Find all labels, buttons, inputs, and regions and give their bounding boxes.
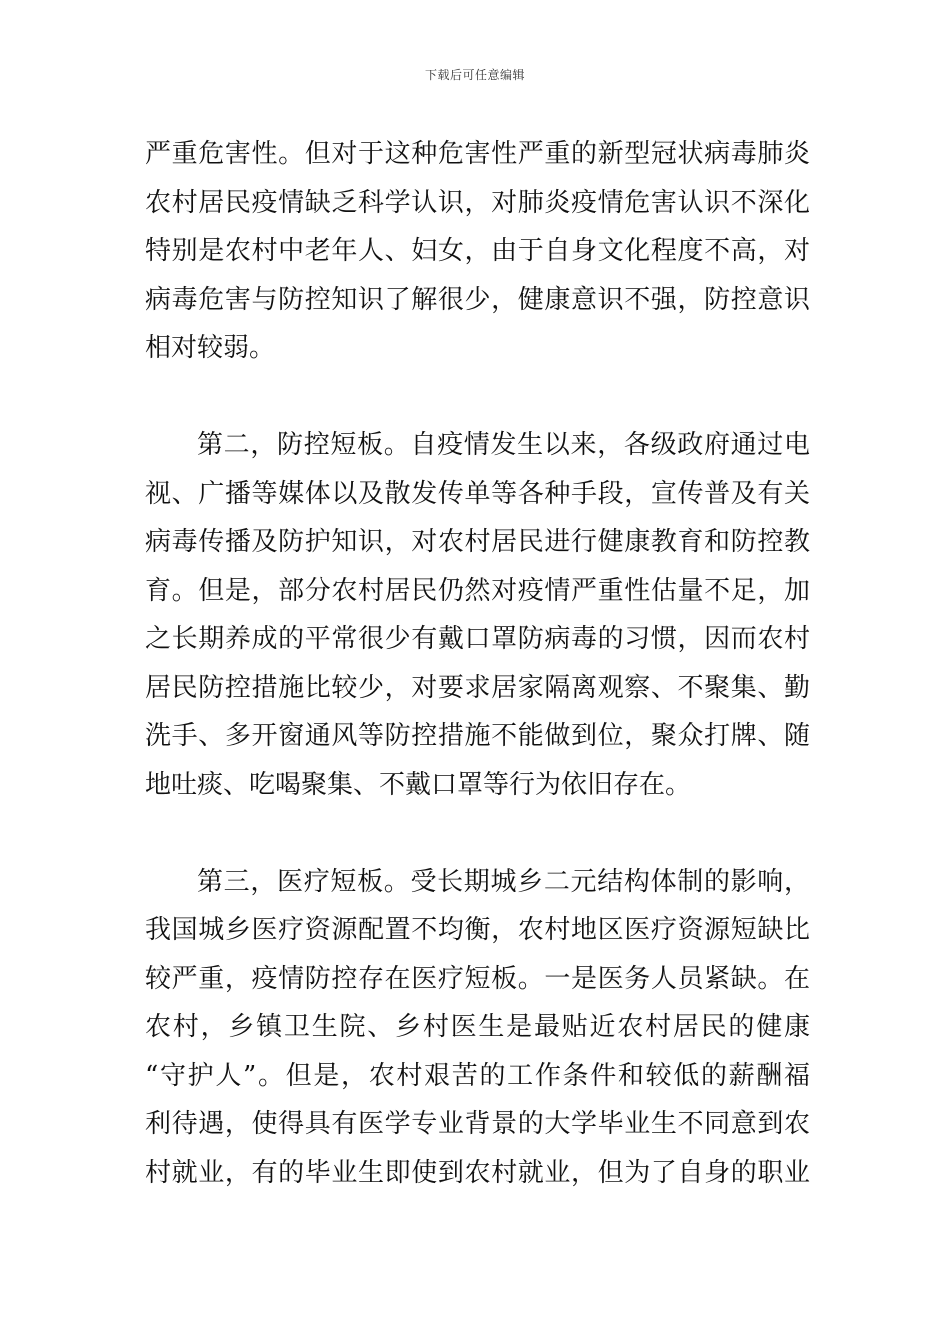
text-line: 村就业，有的毕业生即使到农村就业，但为了自身的职业	[145, 1157, 810, 1188]
paragraph	[145, 421, 810, 809]
text-line: 第二，防控短板。自疫情发生以来，各级政府通过电	[197, 430, 810, 460]
text-line: 农村居民疫情缺乏科学认识，对肺炎疫情危害认识不深化	[145, 187, 810, 218]
text-line: 病毒传播及防护知识，对农村居民进行健康教育和防控教	[145, 527, 810, 557]
text-line: 利待遇，使得具有医学专业背景的大学毕业生不同意到农	[145, 1109, 810, 1139]
text-line: 育。但是，部分农村居民仍然对疫情严重性估量不足，加	[145, 575, 810, 606]
text-line: 洗手、多开窗通风等防控措施不能做到位，聚众打牌、随	[145, 721, 810, 751]
text-line: 较严重，疫情防控存在医疗短板。一是医务人员紧缺。在	[145, 963, 810, 994]
text-line: 之长期养成的平常很少有戴口罩防病毒的习惯，因而农村	[145, 624, 810, 654]
text-line: 第三，医疗短板。受长期城乡二元结构体制的影响，	[197, 866, 810, 897]
paragraph-gap	[145, 373, 810, 422]
paragraph	[145, 130, 810, 373]
text-line: 居民防控措施比较少，对要求居家隔离观察、不聚集、勤	[145, 672, 810, 703]
document-body	[145, 130, 810, 1197]
text-line: 病毒危害与防控知识了解很少，健康意识不强，防控意识	[145, 284, 810, 315]
paragraph-gap	[145, 809, 810, 858]
text-line: 地吐痰、吃喝聚集、不戴口罩等行为依旧存在。	[145, 769, 692, 800]
text-line: 我国城乡医疗资源配置不均衡，农村地区医疗资源短缺比	[145, 915, 810, 945]
page-header: 下载后可任意编辑	[424, 68, 525, 82]
paragraph	[145, 858, 810, 1198]
text-line: “守护人”。但是，农村艰苦的工作条件和较低的薪酬福	[145, 1060, 810, 1091]
text-line: 特别是农村中老年人、妇女，由于自身文化程度不高，对	[145, 236, 810, 266]
text-line: 严重危害性。但对于这种危害性严重的新型冠状病毒肺炎	[145, 139, 810, 169]
text-line: 视、广播等媒体以及散发传单等各种手段，宣传普及有关	[145, 478, 810, 509]
text-line: 相对较弱。	[145, 333, 276, 363]
text-line: 农村，乡镇卫生院、乡村医生是最贴近农村居民的健康	[145, 1012, 810, 1042]
